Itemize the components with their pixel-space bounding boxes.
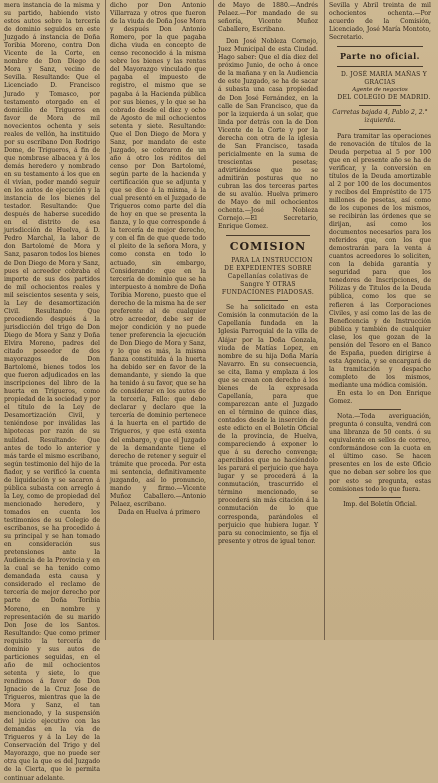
- commission-body: Se ha solicitado en esta Comisión la conmutación de la Capellanía fundada en la Iglesia Parroquial de la villa de Alájar por la Doña Gonzala, viuda de Matías Lopez, en nombre de su hija Doña María Navarro. En su consecuencia, se cita, llama y emplaza á los que se crean con derecho á los bienes de la expresada Capellanía, para que comparezcan ante el Juzgado en el término de quince días, contados desde la inserción de este edicto en el Boletín Oficial de la provincia, de Huelva, compareciendo á exponer lo que á su derecho convenga; apercibidos que no haciéndolo les parará el perjuicio que haya lugar y se procederá á la conmutación, trascurrido el término mencionado, se procederá sin más citación á la conmutación de lo que corresponda, parándoles el perjuicio que hubiera lugar. Y para su conocimiento, se fija el presente y otros de igual tenor.: [218, 304, 318, 545]
- short-rule: [359, 409, 401, 410]
- column-divider: [324, 0, 325, 640]
- nota: Nota.—Toda averiguación, pregunta ó consulta, vendrá con una libranza de 50 cents. ó su equivalente en sellos de correo, conformándose con la cuota en el último caso. Se hacen presentes en los de este Oficio que no deban ser sobre los que por esto se pregunta, estas comisiones todo lo que fuera.: [329, 413, 431, 493]
- printer-imprint: Imp. del Boletín Oficial.: [343, 500, 417, 508]
- column-3-intro: de Mayo de 1880.—Andrés Pelaez.—Por mandado de su señoría, Vicente Muñoz Caballero, Escribano.: [218, 2, 318, 34]
- column-4-top: Sevilla y Abril treinta de mil ochocientos ochenta.—Por acuerdo de la Comisión, Licenciado, José María Montoto, Secretario.: [329, 2, 431, 42]
- short-rule: [359, 129, 401, 130]
- column-2-closing: Dada en Huelva á primero: [118, 508, 201, 516]
- agent-address: Carretas bajada 4, Pablo 2, 2.° izquierda.: [332, 109, 428, 125]
- agent-name: D. JOSÉ MARÍA MAÑAS Y GRACIAS: [340, 71, 428, 87]
- column-1-text: mera instancia de la misma y su partido, habiendo visto estos autos sobre la tercería de dominio seguidos en este Juzgado á instancia de Doña Toribia Moreno, contra Don Vicente de la Corte, en nombre de Don Diego de Mora y Sanz, vecino de Sevilla. Resultando: Que el Licenciado D. Francisco Jurado y Tomasco, por testamento otorgado en el domicilio de Trigueros en favor de Mora de mil novecientos ochenta y seis reales de vellón, ha instituido por su escribano Don Rodrigo Dome, de Trigueros, á fin de que nombrase albacea y á los demás heredero y nombrado en su testamento á los que en él vivían, poder mandó seguir en los autos de ejecución y la instancia de los bienes del testador. Resultando: Que después de haberse sucedido en el distrito de esa jurisdicción de Huelva, á D. Pedro Marchal, la labor de don Bartolomé de Mora y Sanz, pasaron todos los bienes de Don Diego de Mora y Sanz, pues el acreedor cobraba el importe de sus dos partidos de mil ochocientos reales y mil seiscientos sesenta y seis, la Ley de desamortización Civil. Resultando: Que procediendo después á la jurisdicción del trigo de Don Diego de Mora y Sanz y Doña Elvira Moreno, padres del citado poseedor de dos mayorazgos de Don Bartolomé, bienes todos los que fueron adjudicados en las inscripciones del libro de la huerta en Trigueros, como propiedad de la sociedad y por el título de la Ley de Desamortización Civil, y teniéndose por inválidas las hipotecas por razón de su nulidad. Resultando: Que antes de todo lo anterior y más tarde el mismo escribano, según testimonio del hijo de la fiador, y se verificó la cuenta de liquidación y se sacaron á pública subasta con arreglo á la Ley, como de propiedad del mencionado heredero, y tomados en cuenta los testimonios de su Colegio de escribanos, se ha procedido á su principal y se han tomado en consideración sus pretensiones ante la Audiencia de la Provincia y en la cual se ha tenido como demandada esta causa y considerado el reclamo de tercería de mejor derecho por parte de Doña Toribia Moreno, en nombre y representación de su marido Don Jose de los Santos. Resultando: Que como primer requisito la tercería de dominio y sus autos de particiones seguidas, en el año de mil ochocientos setenta y siete, lo que rendimos á favor de Don Ignacio de la Cruz Jose de Trigueros, mientras que la de Mora y Sanz, el tan mencionado, y la suspensión del juicio ejecutivo con las demandas en la vía de Trigueros y á la Ley de la Conservación del Trigo y del Mayorazgo, que no puede ser otra que la que es del Juzgado de la Cierta, que le permita continuar adelante.: [4, 2, 101, 782]
- office-line: En esta lo en Don Enrique Gomez.: [329, 390, 431, 406]
- commission-heading: COMISION: [229, 240, 307, 254]
- section-rule: [337, 46, 423, 47]
- column-1: [4, 2, 101, 782]
- agent-body: Para tramitar las operaciones de renovación de títulos de la Deuda perpetua al 5 por 100 que en el presente año se ha de verificar, y la conversión en títulos de la Deuda amortizable al 2 por 100 de los documentos y recibos del Empréstito de 175 millones de pesetas, así como de los cupones de los mismos, se recibirán las órdenes que se dirijan, así como los documentos necesarios para los referidos que, con los que demostrarán para la venta á cuantos acreedores lo soliciten, con la debida garantía y seguridad para que los tenedores de Inscripciones, de Pólizas y de Titulos de la Deuda pública, como los que se refieren á las Corporaciones Civiles, y así como las de las de Beneficencia y de Instrucción pública y también de cualquier clase, los que gozan de la pensión del Tesoro en el Banco de España, pueden dirigirse á esta Agencia, y se encargará de la tramitación y despacho completo de los mismos, mediante una módica comisión.: [329, 132, 431, 389]
- agent-role: Agente de negocios: [352, 87, 408, 94]
- section-title: Parte no oficial.: [340, 51, 420, 62]
- column-divider: [213, 0, 214, 640]
- section-rule: [226, 235, 310, 236]
- commission-subheading: PARA LA INSTRUCCION DE EXPEDIENTES SOBRE Capellanías colativas de Sangre Y OTRAS FUNDACIONES PIADOSAS.: [221, 257, 315, 297]
- column-divider: [105, 0, 106, 640]
- agent-college: DEL COLEGIO DE MADRID.: [337, 94, 431, 102]
- column-4: [329, 2, 431, 636]
- column-2-text: dicho por Don Antonio Villarraza y otros que fueron de la viuda de Doña Jose Mora y después Don Antonio Romero, por la que pagaba dicha viuda en concepto de censo reconocido á la misma sobre los bienes y las rentas del Mayorazgo vinculado que pagaba el impuesto de registro, el mismo que se pagaba á la Hacienda pública por sus bienes, y lo que se ha cobrado desde el diez y ocho de Agosto de mil ochocientos setenta y siete. Resultando: Que el Don Diego de Mora y Sanz, por mandato de este Juzgado, se cobraron de un año á otro los réditos del censo por Don Bartolomé, según parte de la hacienda y certificación que se adjunta y que se dice á la misma, á la cual presentó en el Juzgado de Trigueros como parte del día de hoy en que se presenta la fianza, y lo que corresponde á la tercería de mejor derecho, y con el fin de que quede todo el pleito de la señora Mora, y como consta en todo lo actuado, sin embargo, Considerando: que en la tercería de dominio que se ha interpuesto á nombre de Doña Toribia Moreno, puesto que el derecho de la misma ha de ser preferente al de cualquier otro acreedor, debe ser de mejor condición y no puede tener preferencia la ejecución de Don Diego de Mora y Sanz, y lo que es más, la misma fianza constituida á la huerta ha debido ser en favor de la demandante, y siendo la que ha tenido á su favor, que se ha de considerar en los autos de la tercería, Fallo: que debo declarar y declaro que la tercería de dominio pertenece á la huerta en el partido de Trigueros, y que está exenta del embargo, y que el Juzgado de la demandante tiene el derecho de retener y seguir el trámite que proceda. Por esta mi sentencia, definitivamente juzgando, así lo pronuncio, mando y firmo.—Vicente Muñoz Caballero.—Antonio Pelaez, escribano.: [110, 2, 206, 508]
- column-3: [218, 2, 318, 636]
- short-rule: [359, 105, 401, 106]
- column-2: [110, 2, 206, 636]
- short-rule: [248, 300, 288, 301]
- section-rule: [337, 66, 423, 67]
- court-notice: Don José Nobleza Cornejo, Juez Municipal de esta Ciudad. Hago saber: Que el día diez del próximo Junio, de ocho á once de la mañana y en la Audiencia de este Juzgado, se ha de sacar á subasta una casa propiedad de Don José Fernández, en la calle de San Francisco, que da por la izquierda á un solar, que linda por detrás con la de Don Vicente de la Corte y por la derecha con otra de la iglesia de San Francisco, tasada pericialmente en la suma de trescientas pesetas; advirtiéndose que no se admitirán posturas que no cubran las dos terceras partes de su avalúo. Huelva primero de Mayo de mil ochocientos ochenta.—José Nobleza Cornejo.—El Secretario, Enrique Gomez.: [218, 38, 318, 231]
- short-rule: [359, 497, 401, 498]
